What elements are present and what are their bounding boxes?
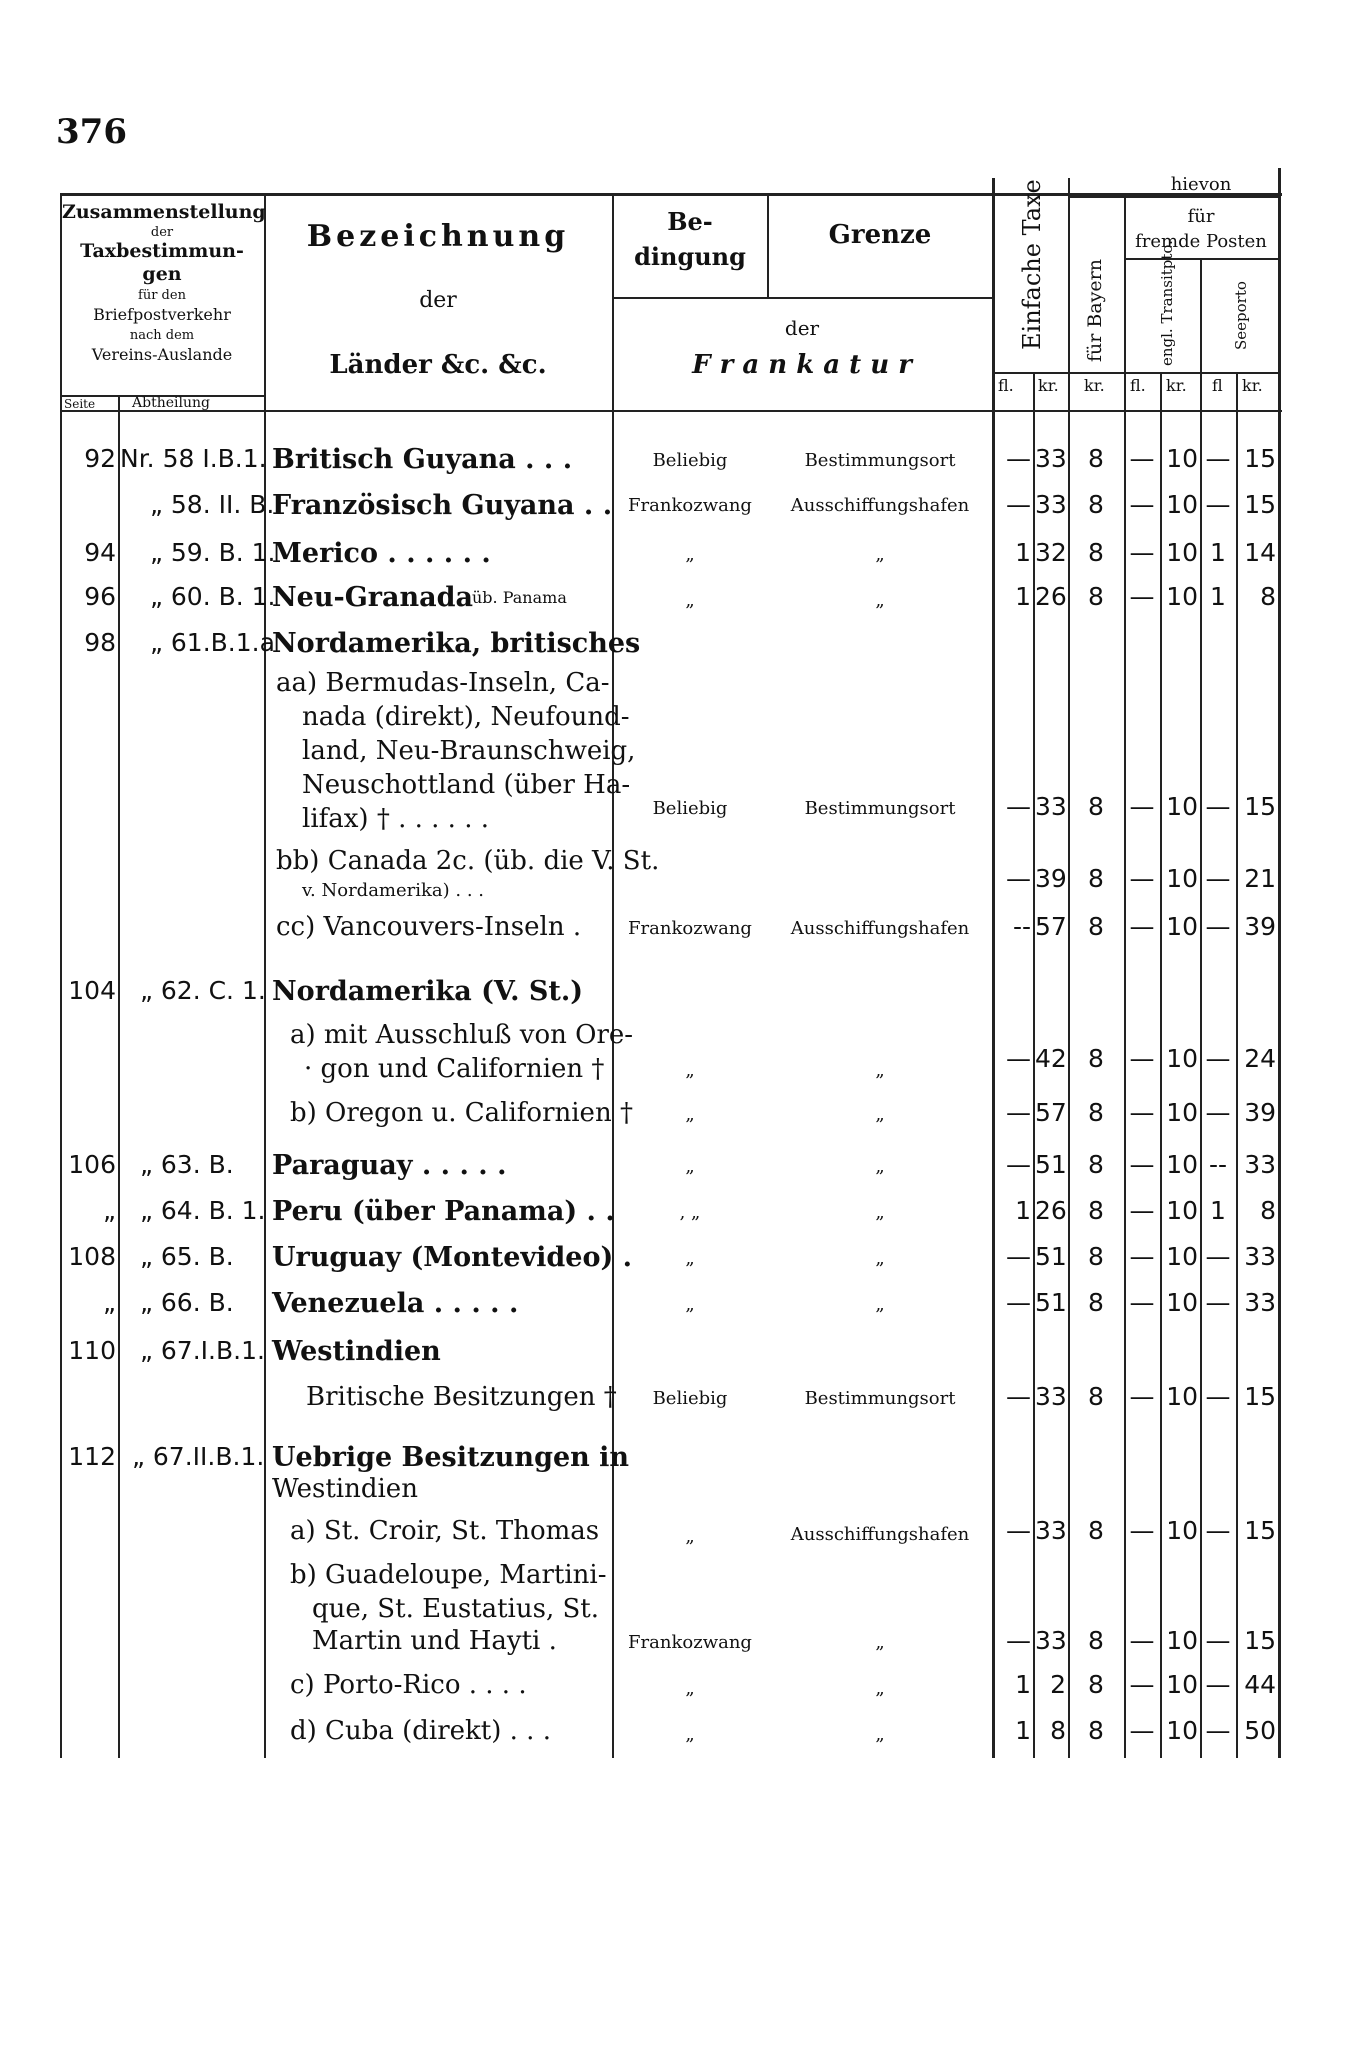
cell-taxe-fl: — [1006, 490, 1031, 519]
cell-see-fl: — [1205, 1044, 1231, 1073]
cell-seite: 112 [68, 1442, 116, 1471]
cell-taxe-kr: 26 [1035, 582, 1067, 611]
col-seite-sep [118, 395, 120, 1758]
cell-engl-fl: — [1129, 1516, 1155, 1545]
cell-taxe-fl: 1 [1015, 582, 1031, 611]
cell-engl-kr: 10 [1166, 1716, 1198, 1745]
cell-seite: 110 [68, 1336, 116, 1365]
cell-grenze: „ [875, 1724, 885, 1745]
page-number: 376 [56, 112, 127, 152]
cell-taxe-kr: 33 [1035, 490, 1067, 519]
cell-seite: 106 [68, 1150, 116, 1179]
cell-engl-fl: — [1129, 490, 1155, 519]
cell-seite: 92 [84, 444, 116, 473]
cell-engl-kr: 10 [1166, 912, 1198, 941]
cell-name: Venezuela . . . . . [272, 1288, 519, 1319]
cell-bedingung: „ [685, 1104, 695, 1125]
cell-see-fl: 1 [1210, 582, 1226, 611]
hdr-bedingung-1: Be- [667, 207, 713, 236]
cell-engl-fl: — [1129, 1196, 1155, 1225]
cell-taxe-kr: 8 [1050, 1716, 1066, 1745]
cell-bayern: 8 [1088, 1150, 1104, 1179]
cell-name-line: Martin und Hayti . [312, 1626, 557, 1656]
cell-seite: „ [103, 1196, 116, 1225]
cell-taxe-fl: -- [1012, 912, 1031, 941]
cell-taxe-kr: 26 [1035, 1196, 1067, 1225]
cell-bayern: 8 [1088, 1196, 1104, 1225]
hdr-fremde-posten: fremde Posten [1135, 231, 1267, 252]
header-rule [60, 410, 1282, 412]
cell-bayern: 8 [1088, 1516, 1104, 1545]
cell-bayern: 8 [1088, 792, 1104, 821]
cell-bayern: 8 [1088, 1382, 1104, 1411]
cell-see-fl: — [1205, 1516, 1231, 1545]
cell-bayern: 8 [1088, 1716, 1104, 1745]
hdr-abtheilung: Abtheilung [132, 395, 210, 411]
cell-seite: 108 [68, 1242, 116, 1271]
cell-taxe-kr: 33 [1035, 1382, 1067, 1411]
cell-bedingung: „ [685, 1060, 695, 1081]
cell-engl-kr: 10 [1166, 864, 1198, 893]
cell-see-fl: — [1205, 1288, 1231, 1317]
cell-taxe-fl: — [1006, 1044, 1031, 1073]
hdr-line: der [150, 225, 174, 240]
unit-kr: kr. [1166, 376, 1187, 395]
cell-see-kr: 21 [1244, 864, 1276, 893]
cell-bayern: 8 [1088, 864, 1104, 893]
cell-see-kr: 33 [1244, 1288, 1276, 1317]
cell-name-note: üb. Panama [472, 588, 567, 607]
cell-bedingung: Beliebig [652, 450, 728, 471]
cell-taxe-kr: 57 [1035, 912, 1067, 941]
cell-see-kr: 24 [1244, 1044, 1276, 1073]
cell-grenze: „ [875, 1060, 885, 1081]
cell-bedingung: „ [685, 1156, 695, 1177]
cell-grenze: „ [875, 1202, 885, 1223]
unit-kr: kr. [1242, 376, 1263, 395]
cell-name: Merico . . . . . . [272, 538, 491, 569]
cell-bayern: 8 [1088, 1626, 1104, 1655]
cell-see-kr: 15 [1244, 444, 1276, 473]
cell-name-line: land, Neu-Braunschweig, [302, 736, 636, 766]
cell-see-fl: — [1205, 864, 1231, 893]
hdr-engl-transitpto: engl. Transitpto. [1158, 240, 1176, 366]
hdr-fuer-bayern: für Bayern [1084, 259, 1106, 362]
cell-see-fl: — [1205, 490, 1231, 519]
hdr-seeporto: Seeporto [1232, 281, 1250, 350]
cell-bedingung: „ [685, 1248, 695, 1269]
cell-see-kr: 15 [1244, 792, 1276, 821]
cell-name-line: lifax) † . . . . . . [302, 804, 490, 834]
cell-engl-kr: 10 [1166, 582, 1198, 611]
cell-taxe-kr: 42 [1035, 1044, 1067, 1073]
cell-taxe-fl: — [1006, 792, 1031, 821]
cell-engl-fl: — [1129, 1098, 1155, 1127]
cell-grenze: Bestimmungsort [804, 1388, 956, 1409]
cell-taxe-kr: 51 [1035, 1242, 1067, 1271]
cell-bayern: 8 [1088, 582, 1104, 611]
cell-name-line: nada (direkt), Neufound- [302, 702, 630, 732]
cell-see-fl: — [1205, 1626, 1231, 1655]
cell-see-fl: — [1205, 1098, 1231, 1127]
cell-grenze: Ausschiffungshafen [790, 918, 970, 939]
cell-name-line: Uebrige Besitzungen in [272, 1442, 630, 1473]
cell-engl-fl: — [1129, 1044, 1155, 1073]
cell-bedingung: „ [685, 1294, 695, 1315]
cell-name: Peru (über Panama) . . [272, 1196, 615, 1227]
cell-taxe-fl: 1 [1015, 1670, 1031, 1699]
cell-engl-kr: 10 [1166, 792, 1198, 821]
cell-see-kr: 15 [1244, 1382, 1276, 1411]
cell-taxe-fl: 1 [1015, 538, 1031, 567]
cell-bedingung: , „ [679, 1202, 701, 1223]
cell-engl-kr: 10 [1166, 1382, 1198, 1411]
hdr-der: der [419, 288, 457, 313]
cell-see-fl: — [1205, 444, 1231, 473]
cell-bedingung: „ [685, 1724, 695, 1745]
fremde-rule [1124, 258, 1280, 260]
cell-seite: „ [103, 1288, 116, 1317]
hdr-line: Zusammenstellung [62, 201, 266, 223]
cell-see-kr: 39 [1244, 1098, 1276, 1127]
hdr-line: Taxbestimmun- [80, 240, 244, 262]
hdr-line: Briefpostverkehr [93, 305, 231, 324]
cell-see-fl: — [1205, 792, 1231, 821]
unit-kr: kr. [1038, 376, 1059, 395]
cell-taxe-kr: 51 [1035, 1288, 1067, 1317]
cell-engl-kr: 10 [1166, 1516, 1198, 1545]
cell-name: Britisch Guyana . . . [272, 444, 573, 475]
cell-bedingung: Beliebig [652, 1388, 728, 1409]
cell-taxe-kr: 2 [1050, 1670, 1066, 1699]
cell-name: Westindien [272, 1336, 441, 1367]
cell-name: Nordamerika, britisches [272, 628, 641, 659]
cell-see-kr: 15 [1244, 1516, 1276, 1545]
cell-bedingung: „ [685, 1526, 695, 1547]
cell-grenze: Bestimmungsort [804, 798, 956, 819]
cell-taxe-kr: 51 [1035, 1150, 1067, 1179]
cell-abtheilung: „ 65. B. [140, 1242, 234, 1271]
cell-name-line: a) mit Ausschluß von Ore- [290, 1020, 634, 1050]
hdr-hievon: hievon [1170, 174, 1232, 195]
cell-grenze: „ [875, 590, 885, 611]
cell-see-fl: 1 [1210, 1196, 1226, 1225]
cell-see-fl: — [1205, 912, 1231, 941]
cell-see-fl: — [1205, 1670, 1231, 1699]
cell-taxe-fl: — [1006, 1242, 1031, 1271]
cell-grenze: Ausschiffungshafen [790, 495, 970, 516]
cell-engl-fl: — [1129, 864, 1155, 893]
cell-name-line: Westindien [272, 1474, 418, 1504]
cell-bedingung: Frankozwang [628, 495, 752, 516]
cell-engl-fl: — [1129, 582, 1155, 611]
cell-engl-fl: — [1129, 912, 1155, 941]
cell-name-line: b) Guadeloupe, Martini- [290, 1560, 607, 1590]
cell-see-kr: 15 [1244, 490, 1276, 519]
cell-name: cc) Vancouvers-Inseln . [276, 912, 582, 942]
cell-abtheilung: „ 61.B.1.a [150, 628, 275, 657]
hdr-line: gen [142, 263, 182, 285]
cell-name-line: Neuschottland (über Ha- [302, 770, 631, 800]
hdr-der2: der [784, 316, 820, 340]
cell-grenze: „ [875, 544, 885, 565]
cell-engl-fl: — [1129, 1716, 1155, 1745]
cell-name-line: que, St. Eustatius, St. [312, 1594, 600, 1624]
cell-seite: 96 [84, 582, 116, 611]
cell-engl-fl: — [1129, 1150, 1155, 1179]
cell-taxe-kr: 32 [1035, 538, 1067, 567]
cell-grenze: „ [875, 1294, 885, 1315]
cell-abtheilung: „ 59. B. 1. [150, 538, 276, 567]
cell-taxe-fl: — [1006, 864, 1031, 893]
cell-see-kr: 33 [1244, 1150, 1276, 1179]
cell-taxe-fl: — [1006, 444, 1031, 473]
cell-name: b) Oregon u. Californien † [290, 1098, 633, 1128]
cell-taxe-fl: — [1006, 1516, 1031, 1545]
cell-taxe-fl: 1 [1015, 1196, 1031, 1225]
cell-abtheilung: „ 67.II.B.1. [132, 1442, 265, 1471]
cell-grenze: „ [875, 1678, 885, 1699]
hdr-line: Vereins-Auslande [91, 345, 233, 364]
cell-name-line: bb) Canada 2c. (üb. die V. St. [276, 846, 660, 876]
cell-engl-fl: — [1129, 1242, 1155, 1271]
cell-taxe-kr: 33 [1035, 792, 1067, 821]
cell-engl-fl: — [1129, 792, 1155, 821]
cell-see-kr: 8 [1260, 1196, 1276, 1225]
cell-taxe-fl: — [1006, 1382, 1031, 1411]
cell-bayern: 8 [1088, 1670, 1104, 1699]
cell-abtheilung: „ 66. B. [140, 1288, 234, 1317]
cell-see-fl: — [1205, 1242, 1231, 1271]
cell-abtheilung: „ 67.I.B.1. [140, 1336, 265, 1365]
col-name-sep [612, 193, 614, 1758]
cell-taxe-fl: — [1006, 1098, 1031, 1127]
cell-see-kr: 39 [1244, 912, 1276, 941]
hdr-frankatur: F r a n k a t u r [692, 350, 912, 380]
cell-abtheilung: „ 62. C. 1. [140, 976, 266, 1005]
cell-taxe-fl: — [1006, 1626, 1031, 1655]
cell-engl-fl: — [1129, 1288, 1155, 1317]
cell-bedingung: „ [685, 1678, 695, 1699]
cell-bedingung: Frankozwang [628, 1632, 752, 1653]
hdr-laender: Länder &c. &c. [329, 350, 547, 380]
cell-name: Neu-Granada [272, 582, 473, 613]
cell-bayern: 8 [1088, 444, 1104, 473]
cell-grenze: „ [875, 1632, 885, 1653]
cell-engl-kr: 10 [1166, 1044, 1198, 1073]
unit-fl: fl. [998, 376, 1014, 395]
cell-taxe-fl: — [1006, 1288, 1031, 1317]
hdr-line: für den [138, 288, 186, 303]
cell-bayern: 8 [1088, 1044, 1104, 1073]
cell-bayern: 8 [1088, 538, 1104, 567]
cell-engl-kr: 10 [1166, 1242, 1198, 1271]
cell-name: a) St. Croir, St. Thomas [290, 1516, 600, 1546]
cell-abtheilung: „ 60. B. 1. [150, 582, 276, 611]
cell-bedingung: „ [685, 544, 695, 565]
cell-engl-kr: 10 [1166, 1626, 1198, 1655]
cell-grenze: „ [875, 1248, 885, 1269]
cell-engl-kr: 10 [1166, 1098, 1198, 1127]
hdr-line: nach dem [129, 328, 195, 343]
frankatur-rule [612, 297, 992, 299]
cell-see-kr: 44 [1244, 1670, 1276, 1699]
cell-name: Uruguay (Montevideo) . [272, 1242, 633, 1273]
unit-fl: fl. [1130, 376, 1146, 395]
cell-taxe-kr: 33 [1035, 1626, 1067, 1655]
cell-abtheilung: „ 58. II. B. [150, 490, 275, 519]
col-right-border [1278, 168, 1281, 1758]
cell-see-kr: 8 [1260, 582, 1276, 611]
cell-engl-fl: — [1129, 538, 1155, 567]
cell-see-fl: — [1205, 1382, 1231, 1411]
cell-engl-fl: — [1129, 1626, 1155, 1655]
cell-engl-kr: 10 [1166, 538, 1198, 567]
cell-name: d) Cuba (direkt) . . . [290, 1716, 551, 1746]
cell-taxe-fl: — [1006, 1150, 1031, 1179]
cell-grenze: „ [875, 1156, 885, 1177]
cell-seite: 98 [84, 628, 116, 657]
cell-bayern: 8 [1088, 1242, 1104, 1271]
cell-taxe-kr: 39 [1035, 864, 1067, 893]
hdr-grenze: Grenze [828, 220, 932, 250]
cell-engl-kr: 10 [1166, 490, 1198, 519]
cell-taxe-kr: 33 [1035, 444, 1067, 473]
hdr-einfache-taxe: Einfache Taxe [1018, 179, 1046, 350]
cell-taxe-kr: 33 [1035, 1516, 1067, 1545]
cell-name: Nordamerika (V. St.) [272, 976, 584, 1007]
cell-seite: 104 [68, 976, 116, 1005]
cell-engl-fl: — [1129, 1670, 1155, 1699]
cell-name-line: v. Nordamerika) . . . [302, 880, 484, 901]
cell-engl-kr: 10 [1166, 1196, 1198, 1225]
cell-bedingung: Beliebig [652, 798, 728, 819]
cell-taxe-fl: 1 [1015, 1716, 1031, 1745]
cell-abtheilung: Nr. 58 I.B.1. [120, 444, 267, 473]
cell-engl-fl: — [1129, 444, 1155, 473]
cell-name: Französisch Guyana . . [272, 490, 613, 521]
cell-see-kr: 33 [1244, 1242, 1276, 1271]
unit-fl: fl [1212, 376, 1223, 395]
cell-engl-kr: 10 [1166, 1288, 1198, 1317]
cell-engl-kr: 10 [1166, 444, 1198, 473]
cell-see-kr: 15 [1244, 1626, 1276, 1655]
cell-grenze: „ [875, 1104, 885, 1125]
cell-abtheilung: „ 63. B. [140, 1150, 234, 1179]
cell-seite: 94 [84, 538, 116, 567]
cell-name: Paraguay . . . . . [272, 1150, 507, 1181]
cell-name-line: aa) Bermudas-Inseln, Ca- [276, 668, 610, 698]
cell-engl-kr: 10 [1166, 1150, 1198, 1179]
hdr-fuer: für [1187, 206, 1215, 227]
cell-engl-fl: — [1129, 1382, 1155, 1411]
cell-see-fl: — [1205, 1716, 1231, 1745]
cell-grenze: Bestimmungsort [804, 450, 956, 471]
cell-abtheilung: „ 64. B. 1. [140, 1196, 266, 1225]
cell-name: c) Porto-Rico . . . . [290, 1670, 527, 1700]
cell-name: Britische Besitzungen † [306, 1382, 617, 1412]
unit-kr: kr. [1084, 376, 1105, 395]
cell-bedingung: „ [685, 590, 695, 611]
cell-taxe-kr: 57 [1035, 1098, 1067, 1127]
cell-bayern: 8 [1088, 1098, 1104, 1127]
hdr-seite: Seite [64, 397, 96, 411]
hdr-bezeichnung: Bezeichnung [306, 219, 570, 254]
hdr-bedingung-2: dingung [634, 242, 746, 271]
cell-bayern: 8 [1088, 490, 1104, 519]
cell-bedingung: Frankozwang [628, 918, 752, 939]
cell-engl-kr: 10 [1166, 1670, 1198, 1699]
cell-bayern: 8 [1088, 1288, 1104, 1317]
cell-see-kr: 50 [1244, 1716, 1276, 1745]
col-left-border [60, 193, 62, 1758]
cell-name-line: · gon und Californien † [304, 1054, 605, 1084]
hievon-rule [1068, 196, 1280, 198]
cell-bayern: 8 [1088, 912, 1104, 941]
cell-see-fl: 1 [1210, 538, 1226, 567]
cell-see-kr: 14 [1244, 538, 1276, 567]
cell-see-fl: -- [1208, 1150, 1228, 1179]
cell-grenze: Ausschiffungshafen [790, 1524, 970, 1545]
